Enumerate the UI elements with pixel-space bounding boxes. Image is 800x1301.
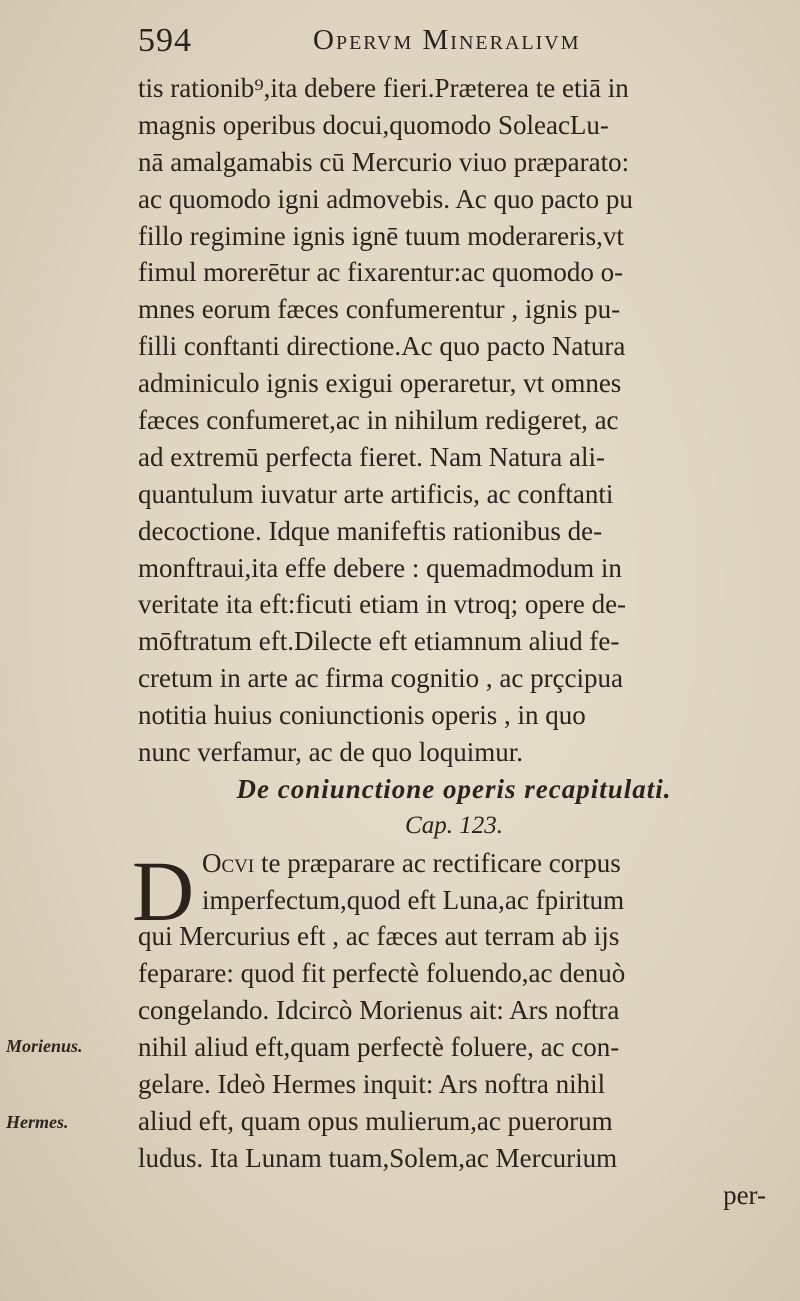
margin-note-hermes: Hermes. [6, 1112, 69, 1132]
text-line: gelare. Ideò Hermes inquit: Ars noftra nihil [138, 1069, 606, 1100]
page-number: 594 [138, 22, 192, 59]
text-line: nā amalgamabis cū Mercurio viuo præparato: [138, 146, 630, 177]
text-line: ac quomodo igni admovebis. Ac quo pacto pu [138, 183, 633, 214]
text-line: ad extremū perfecta fieret. Nam Natura ali- [138, 441, 605, 472]
text-line: imperfectum,quod eft Luna,ac fpiritum [202, 884, 625, 915]
main-text [132, 70, 770, 1214]
text-line: aliud eft, quam opus mulierum,ac puerorum [138, 1105, 613, 1136]
catchword: per- [723, 1179, 766, 1210]
text-line: monftraui,ita effe debere : quemadmodum in [138, 552, 622, 583]
text-line: fimul morerētur ac fixarentur:ac quomodo o- [138, 257, 624, 288]
text-line: cretum in arte ac firma cognitio , ac prçcipua [138, 663, 624, 694]
first-word: Ocvi [202, 847, 255, 878]
text-line: mnes eorum fæces confumerentur , ignis pu- [138, 294, 621, 325]
text-line: congelando. Idcircò Morienus ait: Ars noftra [138, 995, 620, 1026]
section-heading: De coniunctione operis recapitulati. [236, 773, 672, 804]
text-line: veritate ita eft:ficuti etiam in vtroq; opere de- [138, 589, 627, 620]
text-line: fillo regimine ignis ignē tuum moderareris,vt [138, 220, 624, 251]
text-line: quantulum iuvatur arte artificis, ac conftanti [138, 478, 614, 509]
running-title: Opervm Mineralivm [313, 24, 581, 56]
text-line: te præparare ac rectificare corpus [254, 847, 621, 878]
text-line: notitia huius coniunctionis operis , in quo [138, 700, 586, 731]
text-line: qui Mercurius eft , ac fæces aut terram ab ijs [138, 921, 620, 952]
text-line: nunc verfamur, ac de quo loquimur. [138, 737, 524, 768]
text-line: magnis operibus docui,quomodo SoleacLu- [138, 109, 609, 140]
drop-cap: D [132, 842, 195, 939]
text-line: fæces confumeret,ac in nihilum redigeret, ac [138, 405, 619, 436]
margin-note-morienus: Morienus. [6, 1036, 83, 1056]
page-header [138, 22, 698, 66]
text-line: nihil aliud eft,quam perfectè foluere, ac con- [138, 1032, 620, 1063]
text-line: adminiculo ignis exigui operaretur, vt omnes [138, 368, 622, 399]
text-line: decoctione. Idque manifeftis rationibus de- [138, 515, 603, 546]
text-line: filli conftanti directione.Ac quo pacto Natura [138, 331, 626, 362]
text-line: ludus. Ita Lunam tuam,Solem,ac Mercurium [138, 1142, 618, 1173]
text-line: feparare: quod fit perfectè foluendo,ac denuò [138, 958, 626, 989]
text-line: mōftratum eft.Dilecte eft etiamnum aliud fe- [138, 626, 620, 657]
text-line: tis rationib⁹,ita debere fieri.Præterea te etiā in [138, 73, 629, 103]
chapter-number: Cap. 123. [405, 811, 503, 839]
